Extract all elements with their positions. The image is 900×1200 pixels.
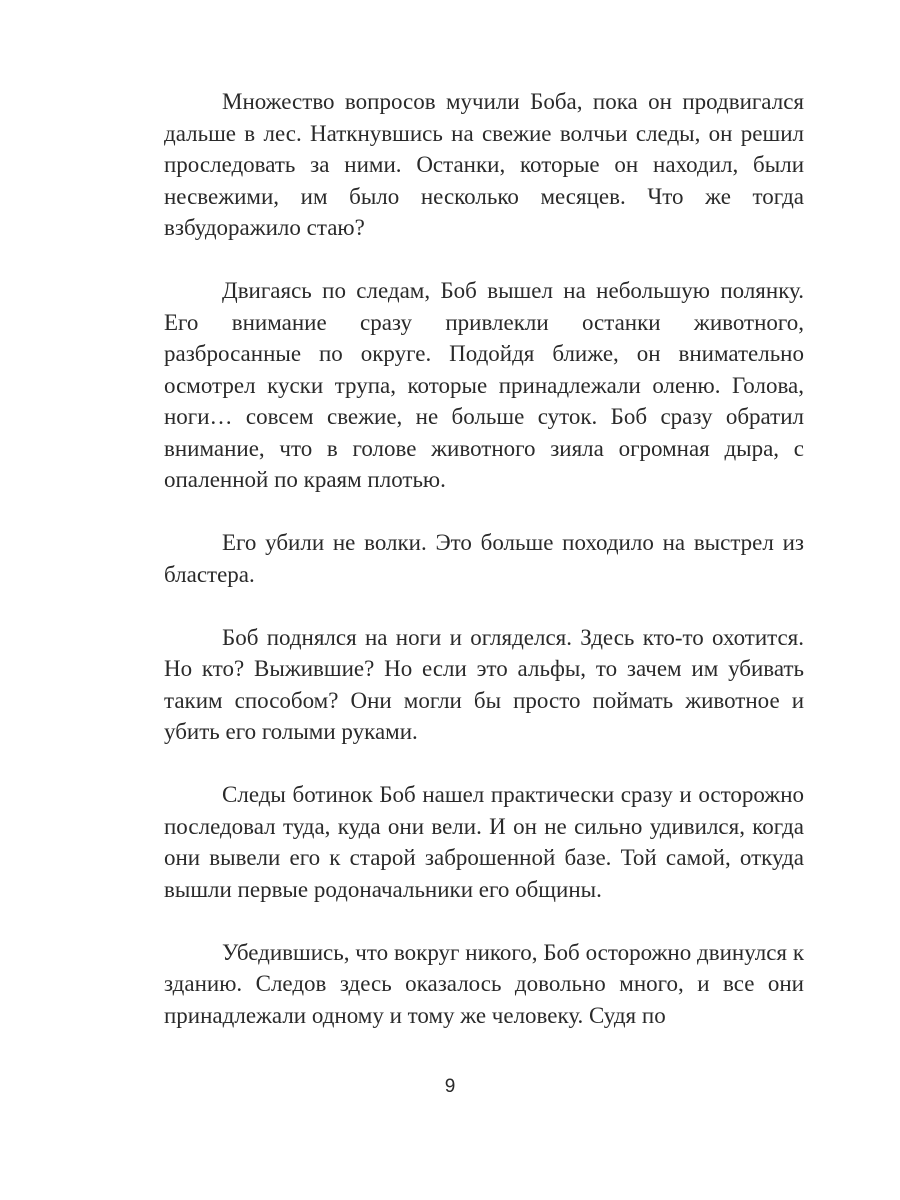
paragraph-2: Двигаясь по следам, Боб вышел на небольшую полянку. Его внимание сразу привлекли останки животного, разбросанные по округе. Подойдя ближе, он внимательно осмотрел куски трупа, которые принадлежали оленю. Голова, ноги… совсем свежие, не больше суток. Боб сразу обратил внимание, что в голове животного зияла огромная дыра, с опаленной по краям плотью.	[164, 278, 804, 492]
paragraph-1: Множество вопросов мучили Боба, пока он продвигался дальше в лес. Наткнувшись на свежие волчьи следы, он решил проследовать за ними. Останки, которые он находил, были несвежими, им было несколько месяцев. Что же тогда взбудоражило стаю?	[164, 89, 804, 240]
paragraph-3: Его убили не волки. Это больше походило на выстрел из бластера.	[164, 530, 804, 587]
page-text-body	[164, 86, 804, 1031]
paragraph-5: Следы ботинок Боб нашел практически сразу и осторожно последовал туда, куда они вели. И он не сильно удивился, когда они вывели его к старой заброшенной базе. Той самой, откуда вышли первые родоначальники его общины.	[164, 782, 804, 902]
paragraph-4: Боб поднялся на ноги и огляделся. Здесь кто-то охотится. Но кто? Выжившие? Но если это альфы, то зачем им убивать таким способом? Они могли бы просто поймать животное и убить его голыми руками.	[164, 624, 804, 744]
page-number: 9	[444, 1076, 456, 1097]
paragraph-6: Убедившись, что вокруг никого, Боб осторожно двинулся к зданию. Следов здесь оказалось довольно много, и все они принадлежали одному и тому же человеку. Судя по	[164, 939, 804, 1028]
